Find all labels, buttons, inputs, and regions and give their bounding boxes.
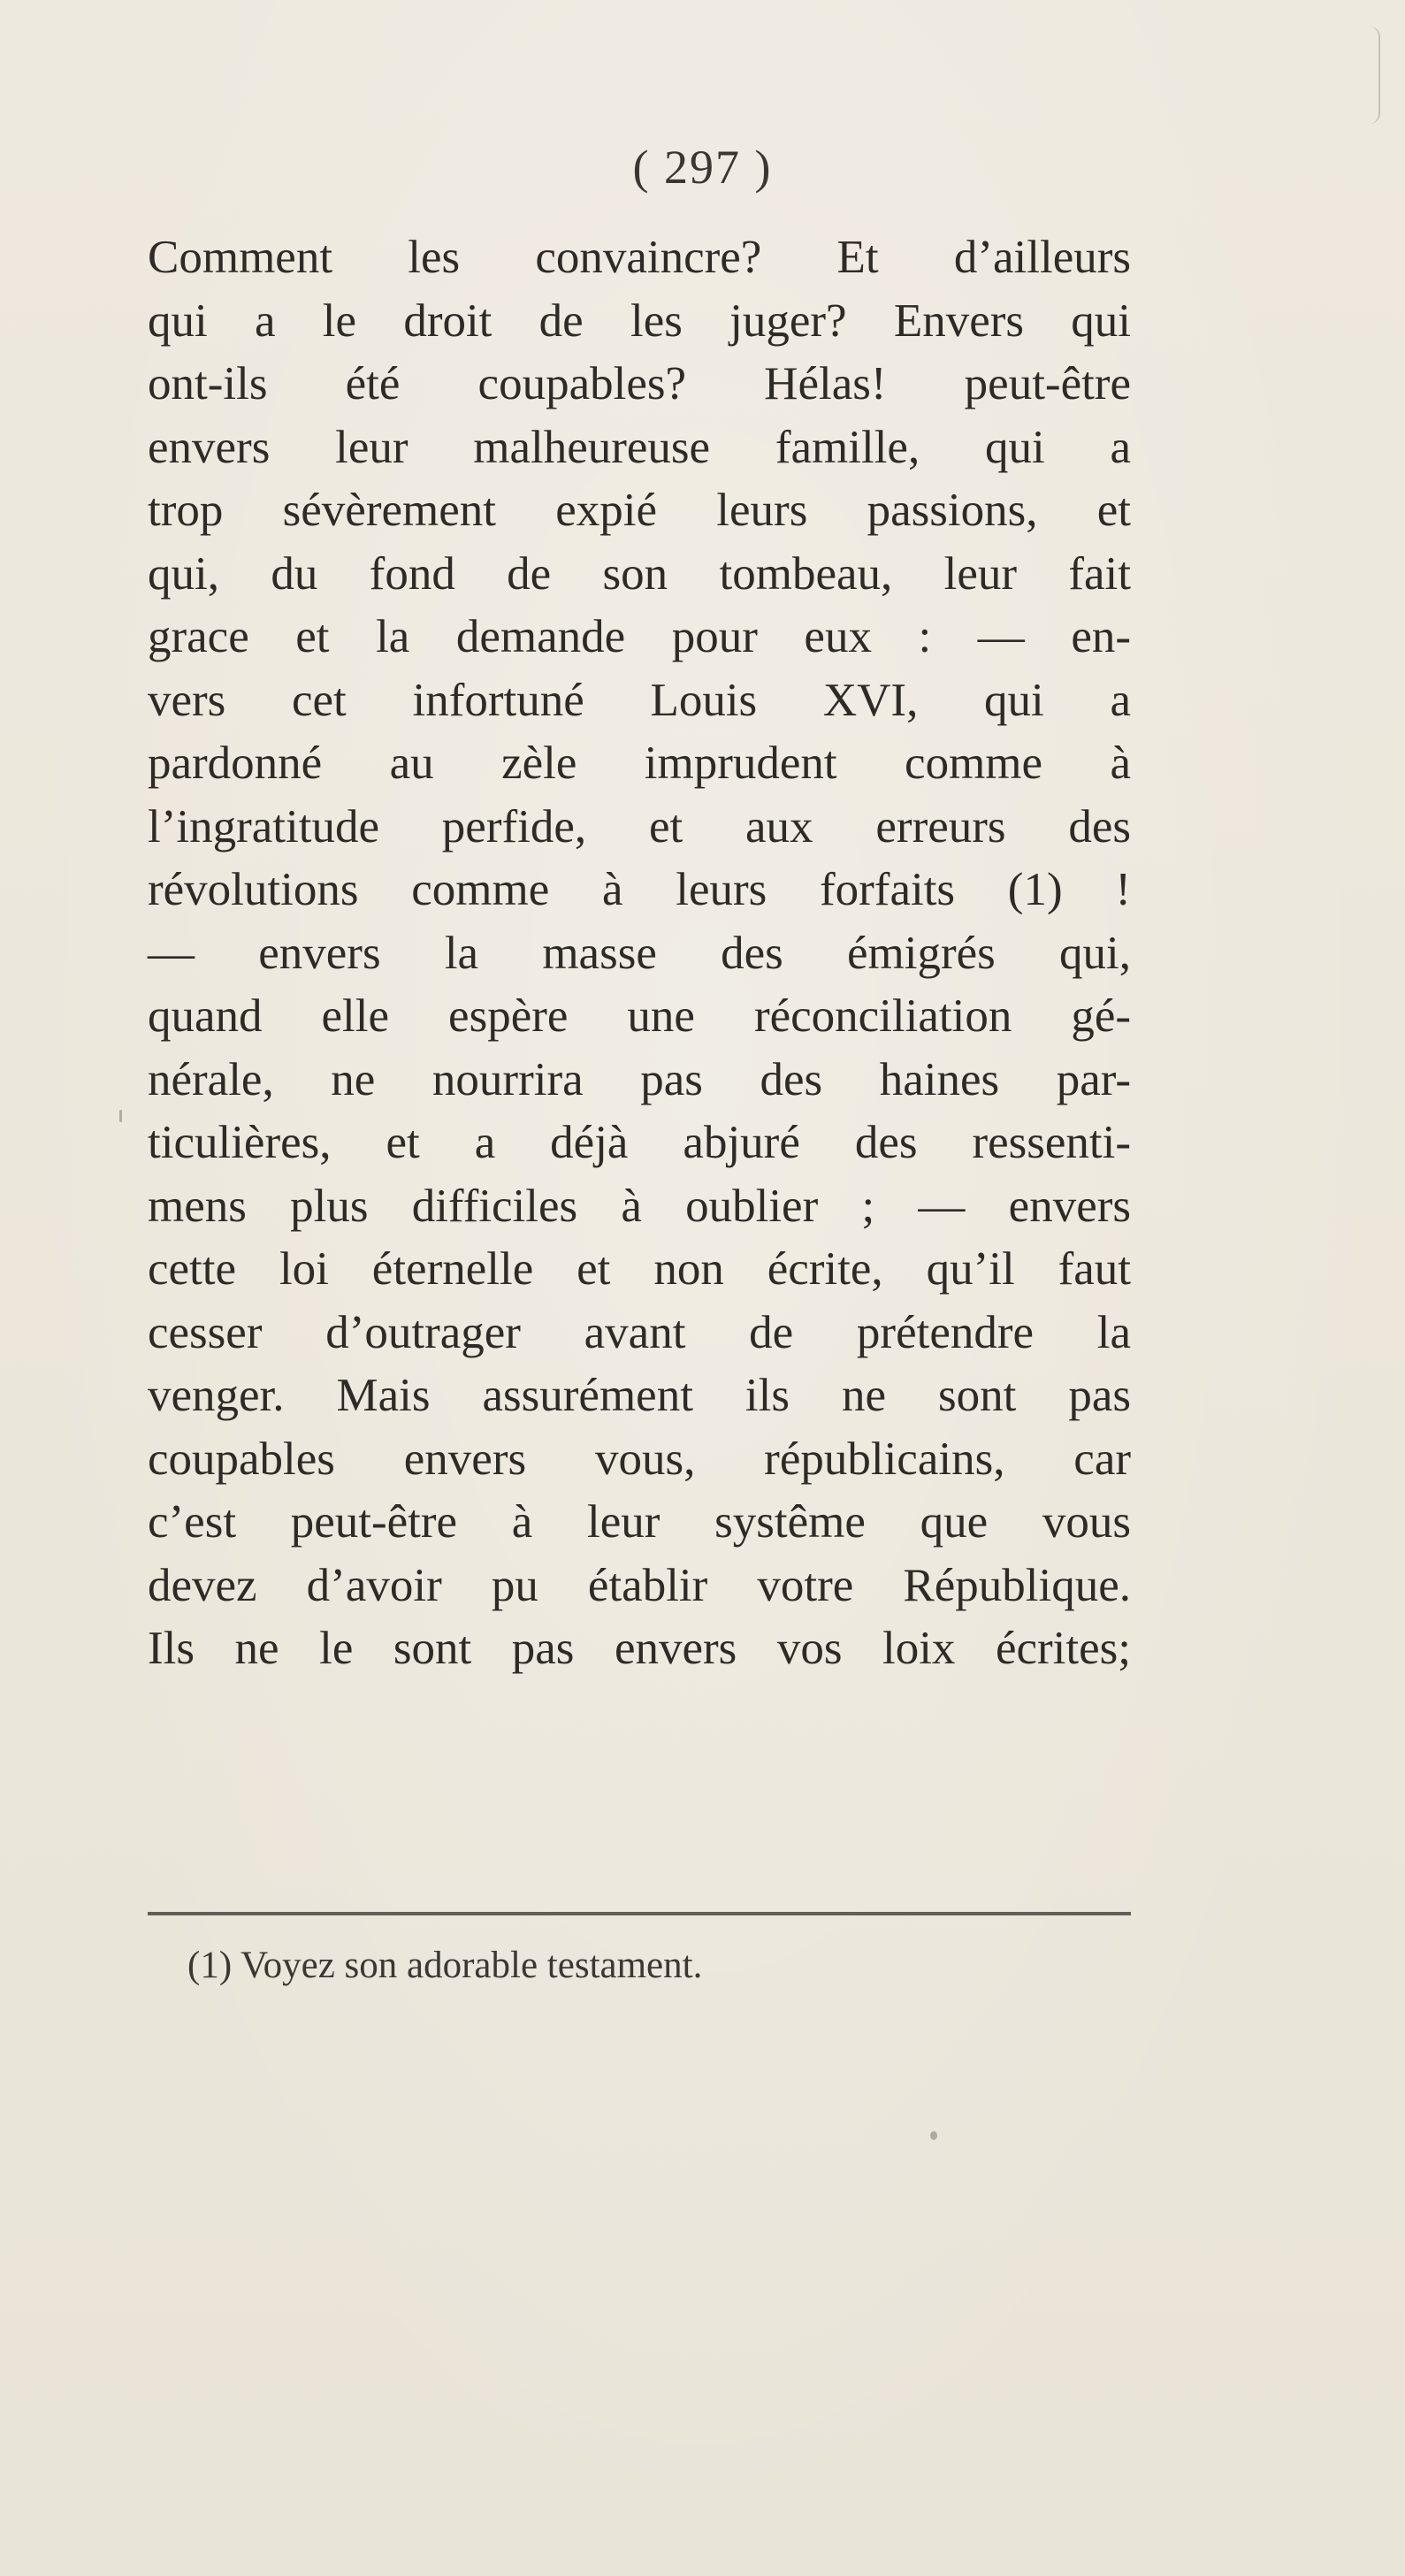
text-line: qui, du fond de son tombeau, leur fait bbox=[148, 547, 1131, 600]
text-line: pardonné au zèle imprudent comme à bbox=[148, 738, 1131, 789]
text-line: mens plus difficiles à oublier ; — envers bbox=[148, 1180, 1131, 1232]
page-number: ( 297 ) bbox=[632, 141, 773, 194]
footnote-rule bbox=[148, 1912, 1131, 1915]
text-line: l’ingratitude perfide, et aux erreurs des bbox=[148, 800, 1131, 852]
text-line: quand elle espère une réconciliation gé- bbox=[148, 990, 1131, 1042]
text-line: cette loi éternelle et non écrite, qu’il faut bbox=[148, 1243, 1131, 1295]
body-text bbox=[148, 226, 1131, 1681]
text-line: Comment les convaincre? Et d’ailleurs bbox=[148, 232, 1131, 283]
text-line: révolutions comme à leurs forfaits (1) ! bbox=[148, 864, 1131, 915]
text-line: — envers la masse des émigrés qui, bbox=[148, 927, 1131, 979]
text-line: envers leur malheureuse famille, qui a bbox=[148, 421, 1131, 473]
text-line: devez d’avoir pu établir votre République. bbox=[148, 1559, 1131, 1611]
text-line: venger. Mais assurément ils ne sont pas bbox=[148, 1370, 1131, 1421]
text-line: cesser d’outrager avant de prétendre la bbox=[148, 1306, 1131, 1358]
text-line: trop sévèrement expié leurs passions, et bbox=[148, 485, 1131, 536]
paper-speck bbox=[119, 1110, 122, 1122]
text-line: coupables envers vous, républicains, car bbox=[148, 1433, 1131, 1485]
text-line: Ils ne le sont pas envers vos loix écrites; bbox=[148, 1623, 1131, 1674]
text-line: qui a le droit de les juger? Envers qui bbox=[148, 294, 1131, 347]
text-line: nérale, ne nourrira pas des haines par- bbox=[148, 1053, 1131, 1105]
footnote: (1) Voyez son adorable testament. bbox=[187, 1945, 703, 1986]
paper-speck bbox=[930, 2131, 937, 2140]
text-line: ticulières, et a déjà abjuré des ressenti- bbox=[148, 1117, 1131, 1168]
text-line: vers cet infortuné Louis XVI, qui a bbox=[148, 674, 1131, 726]
text-line: ont-ils été coupables? Hélas! peut-être bbox=[148, 358, 1131, 409]
text-line: c’est peut-être à leur systême que vous bbox=[148, 1496, 1131, 1548]
text-line: grace et la demande pour eux : — en- bbox=[148, 611, 1131, 662]
page-edge-mark bbox=[1370, 27, 1380, 124]
